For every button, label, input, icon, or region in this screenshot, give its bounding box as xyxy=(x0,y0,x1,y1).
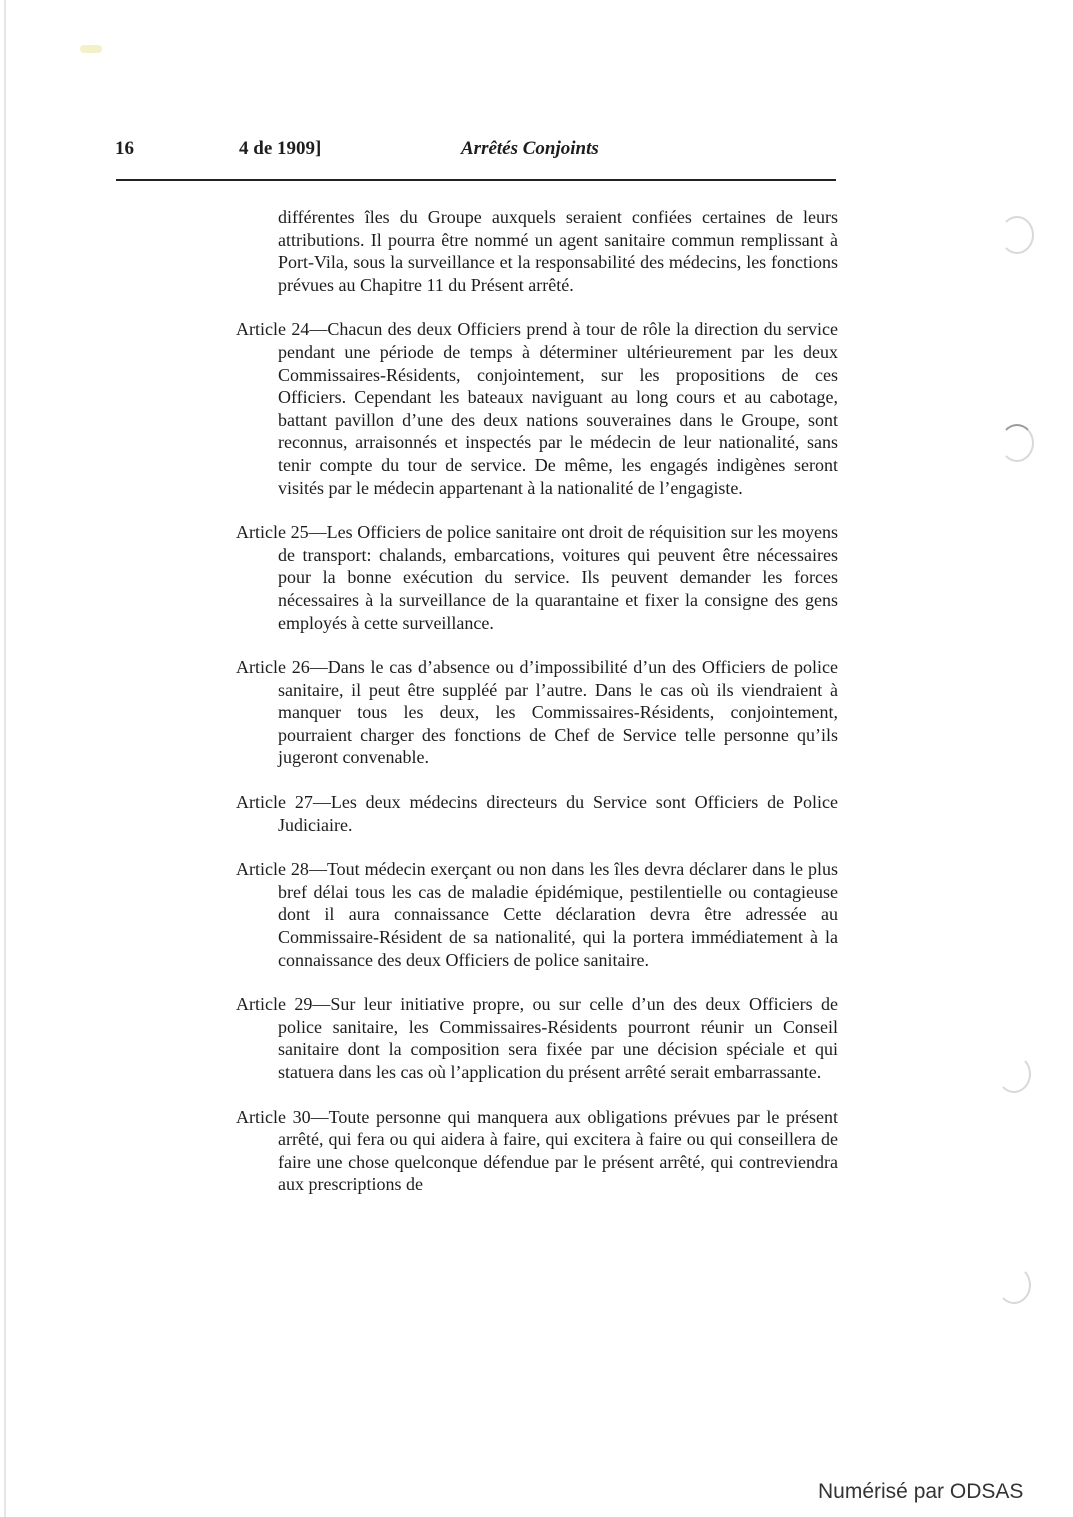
binder-hole xyxy=(997,1266,1031,1304)
binder-hole xyxy=(1000,424,1034,462)
article-text: —Chacun des deux Officiers prend à tour de rôle la direction du service pendant une période de temps à déterminer ultérieurement par les deux Commissaires-Résidents, conjointement, sur les propositions de ces Officiers. Cependant les bateaux naviguant au long cours et au cabotage, battant pavillon d’une des deux nations souveraines dans le Groupe, sont reconnus, arraisonnés et inspectés par le médecin de leur nationalité, sans tenir compte du tour de service. De même, les engagés indigènes seront visités par le médecin appartenant à la nationalité de l’engagiste. xyxy=(278,319,838,498)
binder-hole xyxy=(997,1055,1031,1093)
digitization-watermark: Numérisé par ODSAS xyxy=(818,1480,1024,1503)
document-body xyxy=(236,206,838,1196)
binder-hole xyxy=(1000,216,1034,254)
article-label: Article 27 xyxy=(236,792,313,813)
article-text: —Dans le cas d’absence ou d’impossibilité d’un des Officiers de police sanitaire, il peut être suppléé par l’autre. Dans le cas où ils viendraient à manquer tous les deux, les Commissaires-Résidents, conjointement, pourraient charger des fonctions de Chef de Service telle personne qu’ils jugeront convenable. xyxy=(278,657,838,768)
article-25 xyxy=(236,521,838,634)
paper-smudge xyxy=(80,45,102,53)
running-title: Arrêtés Conjoints xyxy=(461,138,599,159)
year-reference: 4 de 1909] xyxy=(239,138,322,159)
article-label: Article 24 xyxy=(236,319,310,340)
page-edge xyxy=(4,0,6,1517)
header-rule xyxy=(116,179,836,181)
article-26 xyxy=(236,656,838,769)
article-label: Article 28 xyxy=(236,859,309,880)
article-text: —Les Officiers de police sanitaire ont droit de réquisition sur les moyens de transport: chalands, embarcations, voitures qui peuvent être nécessaires pour la bonne exécution du service. Ils peuvent demander les forces nécessaires à la surveillance de la quarantaine et fixer la consigne des gens employés à cette surveillance. xyxy=(278,522,838,633)
page-number: 16 xyxy=(115,138,134,159)
article-29 xyxy=(236,993,838,1083)
article-24 xyxy=(236,318,838,499)
article-27 xyxy=(236,791,838,836)
article-28 xyxy=(236,858,838,971)
article-label: Article 25 xyxy=(236,522,309,543)
article-text: —Toute personne qui manquera aux obligations prévues par le présent arrêté, qui fera ou qui aidera à faire, qui excitera à faire ou qui conseillera de faire une chose quelconque défendue par le présent arrêté, qui contreviendra aux prescriptions de xyxy=(278,1106,838,1195)
article-label: Article 26 xyxy=(236,657,310,678)
article-label: Article 30 xyxy=(236,1106,311,1127)
article-text: —Les deux médecins directeurs du Service sont Officiers de Police Judiciaire. xyxy=(278,792,838,835)
article-label: Article 29 xyxy=(236,994,313,1015)
running-header xyxy=(115,138,835,168)
continued-paragraph: différentes îles du Groupe auxquels seraient confiées certaines de leurs attributions. Il pourra être nommé un agent sanitaire commun remplissant à Port-Vila, sous la surveillance et la responsabilité des médecins, les fonctions prévues au Chapitre 11 du Présent arrêté. xyxy=(278,207,838,295)
article-text: —Sur leur initiative propre, ou sur celle d’un des deux Officiers de police sanitaire, les Commissaires-Résidents pourront réunir un Conseil sanitaire dont la composition sera fixée par une décision spéciale et qui statuera dans les cas où l’application du présent arrêté serait embarrassante. xyxy=(278,994,838,1082)
article-text: —Tout médecin exerçant ou non dans les îles devra déclarer dans le plus bref délai tous les cas de maladie épidémique, pestilentielle ou contagieuse dont il aura connaissance Cette déclaration devra être adressée au Commissaire-Résident de sa nationalité, qui la portera immédiatement à la connaissance des deux Officiers de police sanitaire. xyxy=(278,859,838,970)
article-30 xyxy=(236,1106,838,1196)
